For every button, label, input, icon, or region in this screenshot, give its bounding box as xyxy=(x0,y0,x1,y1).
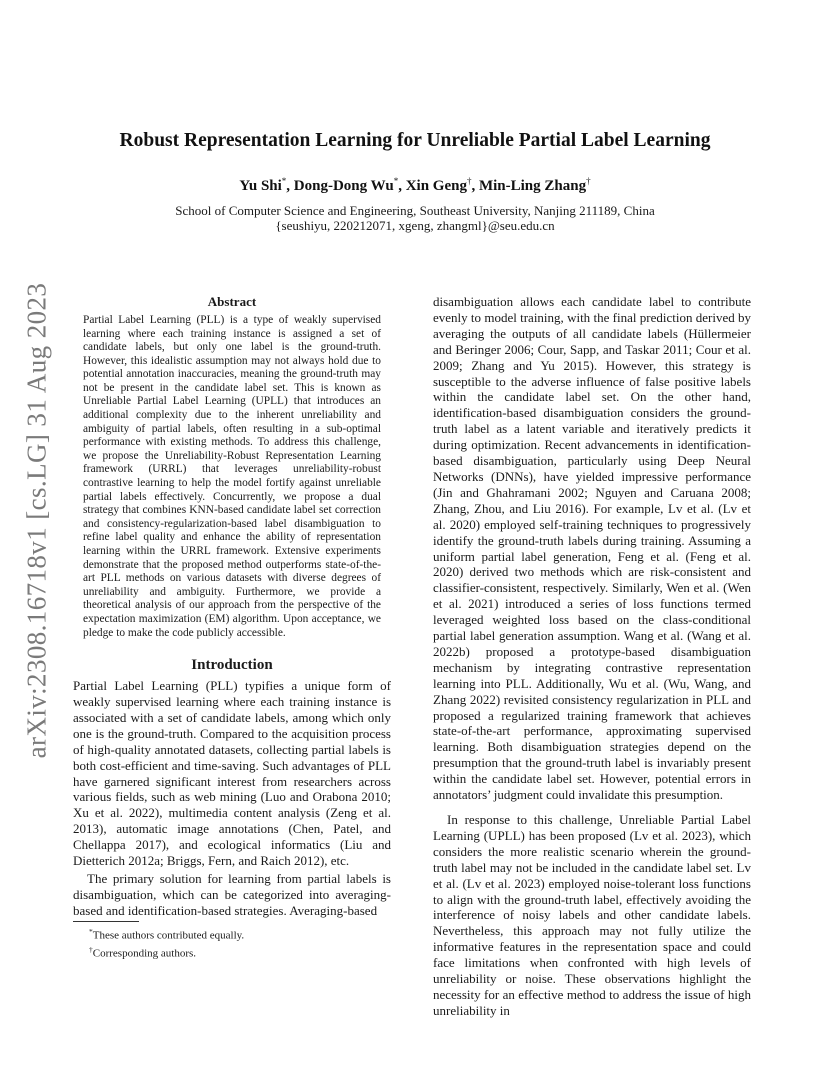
footnotes xyxy=(73,925,393,960)
author-mark: * xyxy=(281,176,287,186)
author-name: Xin Geng xyxy=(405,178,467,194)
author-name: Min-Ling Zhang xyxy=(478,178,587,194)
author-mark: † xyxy=(466,176,472,186)
footnote-text: These authors contributed equally. xyxy=(92,929,245,942)
introduction-heading: Introduction xyxy=(191,657,273,674)
footnote-equal-contribution xyxy=(73,925,393,943)
intro-paragraph-1: Partial Label Learning (PLL) typifies a unique form of weakly supervised learning where each training instance is associated with a set of candidate labels, among which only one is the ground-truth. Compared to the acquisition process of high-quality annotated datasets, collecting partial labels is both cost-efficient and time-saving. Such advantages of PLL have garnered significant interest from researchers across various fields, such as web mining (Luo and Orabona 2010; Xu et al. 2022), multimedia content analysis (Zeng et al. 2013), automatic image annotations (Chen, Patel, and Chellappa 2017), and ecological informatics (Liu and Dietterich 2012a; Briggs, Fern, and Raich 2012), etc. xyxy=(73,678,391,869)
right-column xyxy=(433,294,751,1019)
footnote-text: Corresponding authors. xyxy=(92,947,197,960)
author-name: Dong-Dong Wu xyxy=(293,178,394,194)
author-list xyxy=(60,176,770,195)
intro-paragraph-2: The primary solution for learning from partial labels is disambiguation, which can be categorized into averaging-based and identification-based strategies. Averaging-based xyxy=(73,870,391,918)
author-mark: * xyxy=(393,176,399,186)
abstract-text: Partial Label Learning (PLL) is a type of weakly supervised learning where each training instance is assigned a set of candidate labels, but only one label is the ground-truth. However, this idealistic assumption may not always hold due to potential annotation inaccuracies, meaning the ground-truth may not be present in the candidate label set. This is known as Unreliable Partial Label Learning (UPLL) that introduces an additional complexity due to the inherent unreliability and ambiguity of partial labels, often resulting in a sub-optimal performance with existing methods. To address this challenge, we propose the Unreliability-Robust Representation Learning framework (URRL) that leverages unreliability-robust contrastive learning to help the model fortify against unreliable partial labels effectively. Concurrently, we propose a dual strategy that combines KNN-based candidate label set correction and consistency-regularization-based label disambiguation to refine label quality and enhance the ability of representation learning within the URRL framework. Extensive experiments demonstrate that the proposed method outperforms state-of-the-art PLL methods on various datasets with diverse degrees of unreliability and ambiguity. Furthermore, we provide a theoretical analysis of our approach from the perspective of the expectation maximization (EM) algorithm. Upon acceptance, we pledge to make the code publicly accessible. xyxy=(83,313,381,639)
footnote-mark: † xyxy=(89,944,93,954)
left-column xyxy=(73,294,391,919)
paper-title: Robust Representation Learning for Unreliable Partial Label Learning xyxy=(119,130,711,151)
author-separator: , xyxy=(398,178,406,194)
author-separator: , xyxy=(471,178,479,194)
affiliation: School of Computer Science and Engineering, Southeast University, Nanjing 211189, China xyxy=(175,203,655,218)
footnote-mark: * xyxy=(89,927,93,936)
footnote-divider xyxy=(73,921,139,922)
arxiv-identifier-text: arXiv:2308.16718v1 [cs.LG] 31 Aug 2023 xyxy=(21,282,52,758)
intro-paragraph-2-continued: disambiguation allows each candidate label to contribute evenly to model training, with the final prediction derived by averaging the outputs of all candidate labels (Hüllermeier and Beringer 2006; Cour, Sapp, and Taskar 2011; Cour et al. 2009; Zhang and Yu 2015). However, this strategy is susceptible to the adverse influence of false positive labels within the candidate label set. On the other hand, identification-based disambiguation considers the ground-truth label as a latent variable and iteratively predicts it during optimization. Recent advancements in identification-based disambiguation, particularly using Deep Neural Networks (DNNs), have yielded impressive performance (Jin and Ghahramani 2002; Nguyen and Caruana 2008; Zhang, Zhou, and Liu 2016). For example, Lv et al. (Lv et al. 2020) employed self-training techniques to progressively identify the ground-truth labels during training. Assuming a uniform partial label generation, Feng et al. (Feng et al. 2020) derived two methods which are risk-consistent and classifier-consistent, respectively. Similarly, Wen et al. (Wen et al. 2021) introduced a series of loss functions termed leveraged weighted loss based on the class-conditional partial label generation assumption. Wang et al. (Wang et al. 2022b) proposed a prototype-based disambiguation mechanism by integrating contrastive representation learning into PLL. Additionally, Wu et al. (Wu, Wang, and Zhang 2022) revisited consistency regularization in PLL and proposed a regularized training framework that achieves state-of-the-art performance, approximating supervised learning. Both disambiguation strategies depend on the presumption that the ground-truth label is invariably present within the candidate label set. However, potential errors in annotators’ judgment could invalidate this presumption. xyxy=(433,294,751,803)
footnote-corresponding xyxy=(73,943,393,961)
intro-paragraph-3: In response to this challenge, Unreliable Partial Label Learning (UPLL) has been proposed (Lv et al. 2023), which considers the more realistic scenario wherein the ground-truth label may not be included in the candidate label set. Lv et al. (Lv et al. 2023) employed noise-tolerant loss functions to align with the ground-truth label, effectively avoiding the interference of noisy labels and other candidate labels. Nevertheless, this approach may not fully utilize the informative features in the representation space and could face limitations when confronted with high levels of unreliability or noise. These observations highlight the necessity for an effective method to address the issue of high unreliability in xyxy=(433,812,751,1018)
arxiv-identifier-sidebar xyxy=(14,283,60,757)
author-mark: † xyxy=(586,176,591,186)
author-name: Yu Shi xyxy=(239,178,282,194)
author-emails: {seushiyu, 220212071, xgeng, zhangml}@seu.edu.cn xyxy=(275,218,555,233)
abstract-heading: Abstract xyxy=(207,294,257,309)
affiliation-block xyxy=(60,203,770,233)
author-separator: , xyxy=(286,178,294,194)
